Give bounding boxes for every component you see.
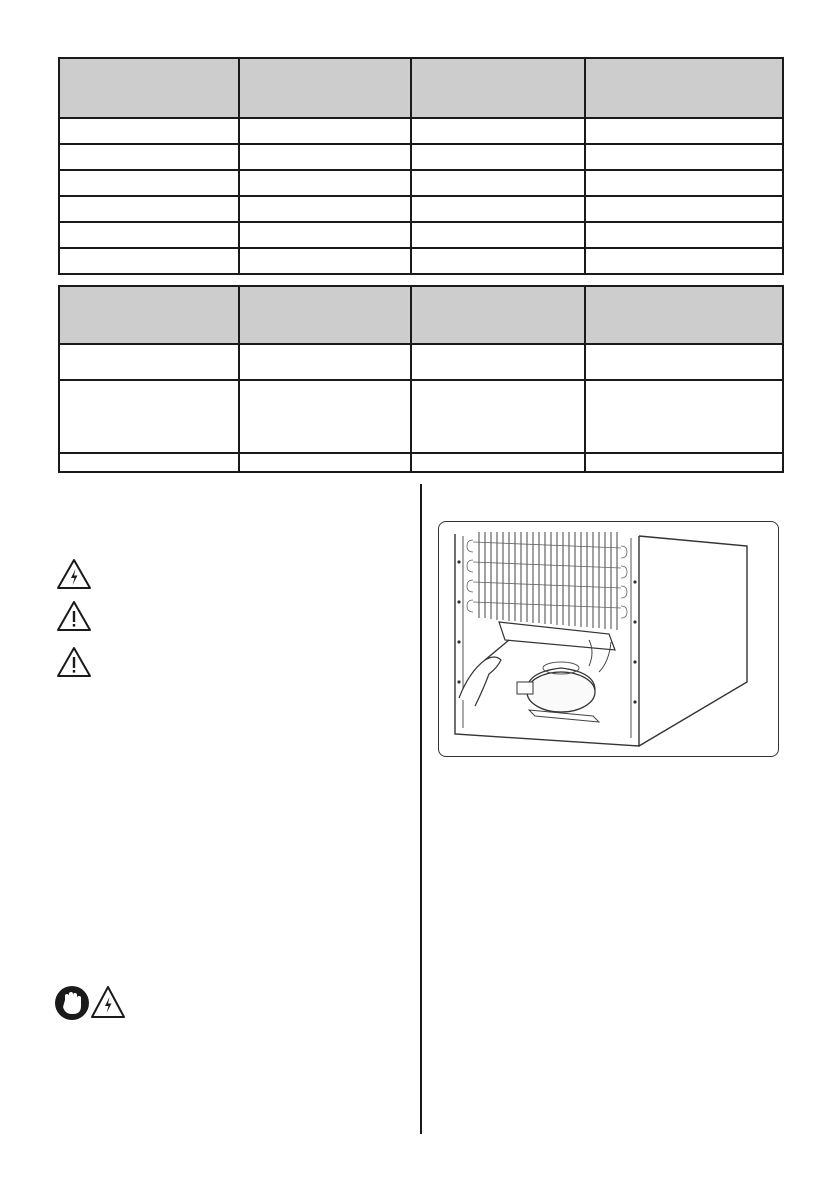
table-cell: [59, 222, 239, 248]
table-row: [59, 248, 783, 274]
table-cell: [239, 453, 411, 472]
table-cell: [585, 118, 783, 144]
header-cell: [585, 286, 783, 344]
table-header-row: [59, 286, 783, 344]
table-cell: [59, 453, 239, 472]
stop-hand-icon: [54, 985, 90, 1021]
table-cell: [411, 453, 585, 472]
table-cell: [239, 118, 411, 144]
table-cell: [411, 170, 585, 196]
table-row: [59, 453, 783, 472]
table-cell: [411, 118, 585, 144]
table-cell: [59, 144, 239, 170]
table-cell: [239, 380, 411, 453]
table-cell: [239, 170, 411, 196]
header-cell: [585, 58, 783, 118]
column-divider: [420, 484, 422, 1134]
table-cell: [585, 222, 783, 248]
table-row: [59, 344, 783, 380]
table-cell: [585, 170, 783, 196]
table-row: [59, 170, 783, 196]
table-cell: [59, 170, 239, 196]
table-cell: [585, 453, 783, 472]
table-cell: [239, 196, 411, 222]
table-cell: [59, 118, 239, 144]
header-cell: [239, 286, 411, 344]
table-row: [59, 222, 783, 248]
table-cell: [411, 380, 585, 453]
table-cell: [59, 248, 239, 274]
header-cell: [59, 286, 239, 344]
table-cell: [411, 144, 585, 170]
table-cell: [239, 248, 411, 274]
table-cell: [59, 380, 239, 453]
table-cell: [585, 248, 783, 274]
header-cell: [239, 58, 411, 118]
header-cell: [59, 58, 239, 118]
spec-table-1: [58, 57, 784, 275]
table-cell: [239, 222, 411, 248]
table-cell: [59, 344, 239, 380]
table-row: [59, 118, 783, 144]
table-cell: [239, 144, 411, 170]
table-cell: [411, 344, 585, 380]
table-cell: [411, 222, 585, 248]
electric-shock-warning-icon: [90, 985, 126, 1019]
spec-table-2: [58, 285, 784, 473]
table-row: [59, 144, 783, 170]
electric-shock-warning-icon: [56, 558, 92, 590]
table-header-row: [59, 58, 783, 118]
table-cell: [411, 248, 585, 274]
table-cell: [585, 144, 783, 170]
refrigerator-rear-compressor-illustration: [439, 522, 778, 756]
warning-icon: [56, 646, 92, 678]
table-cell: [585, 344, 783, 380]
table-cell: [585, 380, 783, 453]
header-cell: [411, 286, 585, 344]
warning-icon: [56, 600, 92, 632]
refrigerator-rear-illustration-frame: [438, 521, 779, 757]
table-row: [59, 196, 783, 222]
table-cell: [411, 196, 585, 222]
header-cell: [411, 58, 585, 118]
table-cell: [59, 196, 239, 222]
table-cell: [239, 344, 411, 380]
table-cell: [585, 196, 783, 222]
table-row: [59, 380, 783, 453]
